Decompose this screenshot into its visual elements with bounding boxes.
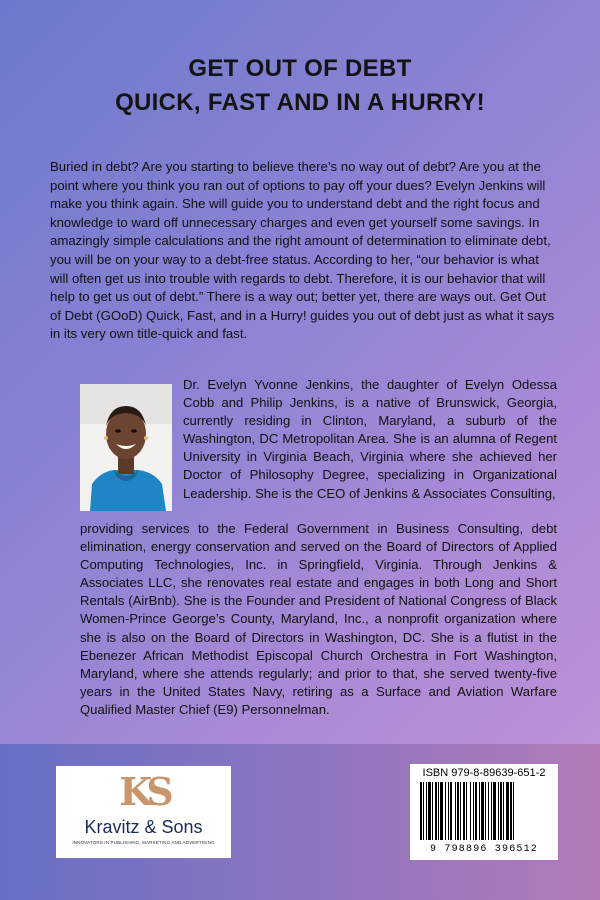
isbn-barcode xyxy=(410,764,558,860)
book-blurb: Buried in debt? Are you starting to believe there’s no way out of debt? Are you at the point where you think you ran out of options to pay off your dues? Evelyn Jenkins will make you think again. She will guide you to understand debt and the right focus and knowledge to ward off unnecessary charges and even get yourself some savings. In amazingly simple calculations and the right amount of determination to eliminate debt, you will be on your way to a debt-free status. According to her, “our behavior is what will often get us into trouble with regards to debt. Therefore, it is our behavior that will help to get us out of debt.” There is a way out; better yet, there are ways out. Get Out of Debt (GOoD) Quick, Fast, and in a Hurry! guides you out of debt just as what it says in its very own title-quick and fast. xyxy=(50,159,555,342)
barcode-digits: 9 798896 396512 xyxy=(429,844,538,855)
author-photo xyxy=(80,384,172,511)
author-bio-full: providing services to the Federal Government in Business Consulting, debt elimination, energy conservation and served on the Board of Directors of Applied Computing Technologies, Inc. in Springfield, Virginia. Through Jenkins & Associates LLC, she renovates real estate and engages in both Long and Short Rentals (AirBnb). She is the Founder and President of National Congress of Black Women-Prince George’s County, Maryland, Inc., a nonprofit organization where she is also on the Board of Directors in Washington, DC. She is a flutist in the Ebenezer African Methodist Episcopal Church Orchestra in Fort Washington, Maryland, where she attends regularly; and prior to that, she served twenty-five years in the United States Navy, retiring as a Surface and Aviation Warfare Qualified Master Chief (E9) Personnelman. xyxy=(80,521,557,717)
author-bio-wrapped: Dr. Evelyn Yvonne Jenkins, the daughter of Evelyn Odessa Cobb and Philip Jenkins, is a native of Brunswick, Georgia, currently residing in Clinton, Maryland, a suburb of the Washington, DC Metropolitan Area. She is an alumna of Regent University in Virginia Beach, Virginia where she achieved her Doctor of Philosophy Degree, specializing in Organizational Leadership. She is the CEO of Jenkins & Associates Consulting, xyxy=(183,377,557,501)
publisher-name: Kravitz & Sons xyxy=(84,817,203,837)
publisher-logo xyxy=(56,766,231,858)
isbn-label: ISBN 979-8-89639-651-2 xyxy=(422,767,546,779)
title-line-2: QUICK, FAST AND IN A HURRY! xyxy=(115,89,485,116)
barcode-bars xyxy=(418,782,550,842)
publisher-tagline: INNOVATORS IN PUBLISHING, MARKETING AND ADVERTISING xyxy=(72,840,215,845)
publisher-monogram: KS xyxy=(119,769,168,814)
book-title xyxy=(0,52,600,120)
title-line-1: GET OUT OF DEBT xyxy=(188,55,412,82)
